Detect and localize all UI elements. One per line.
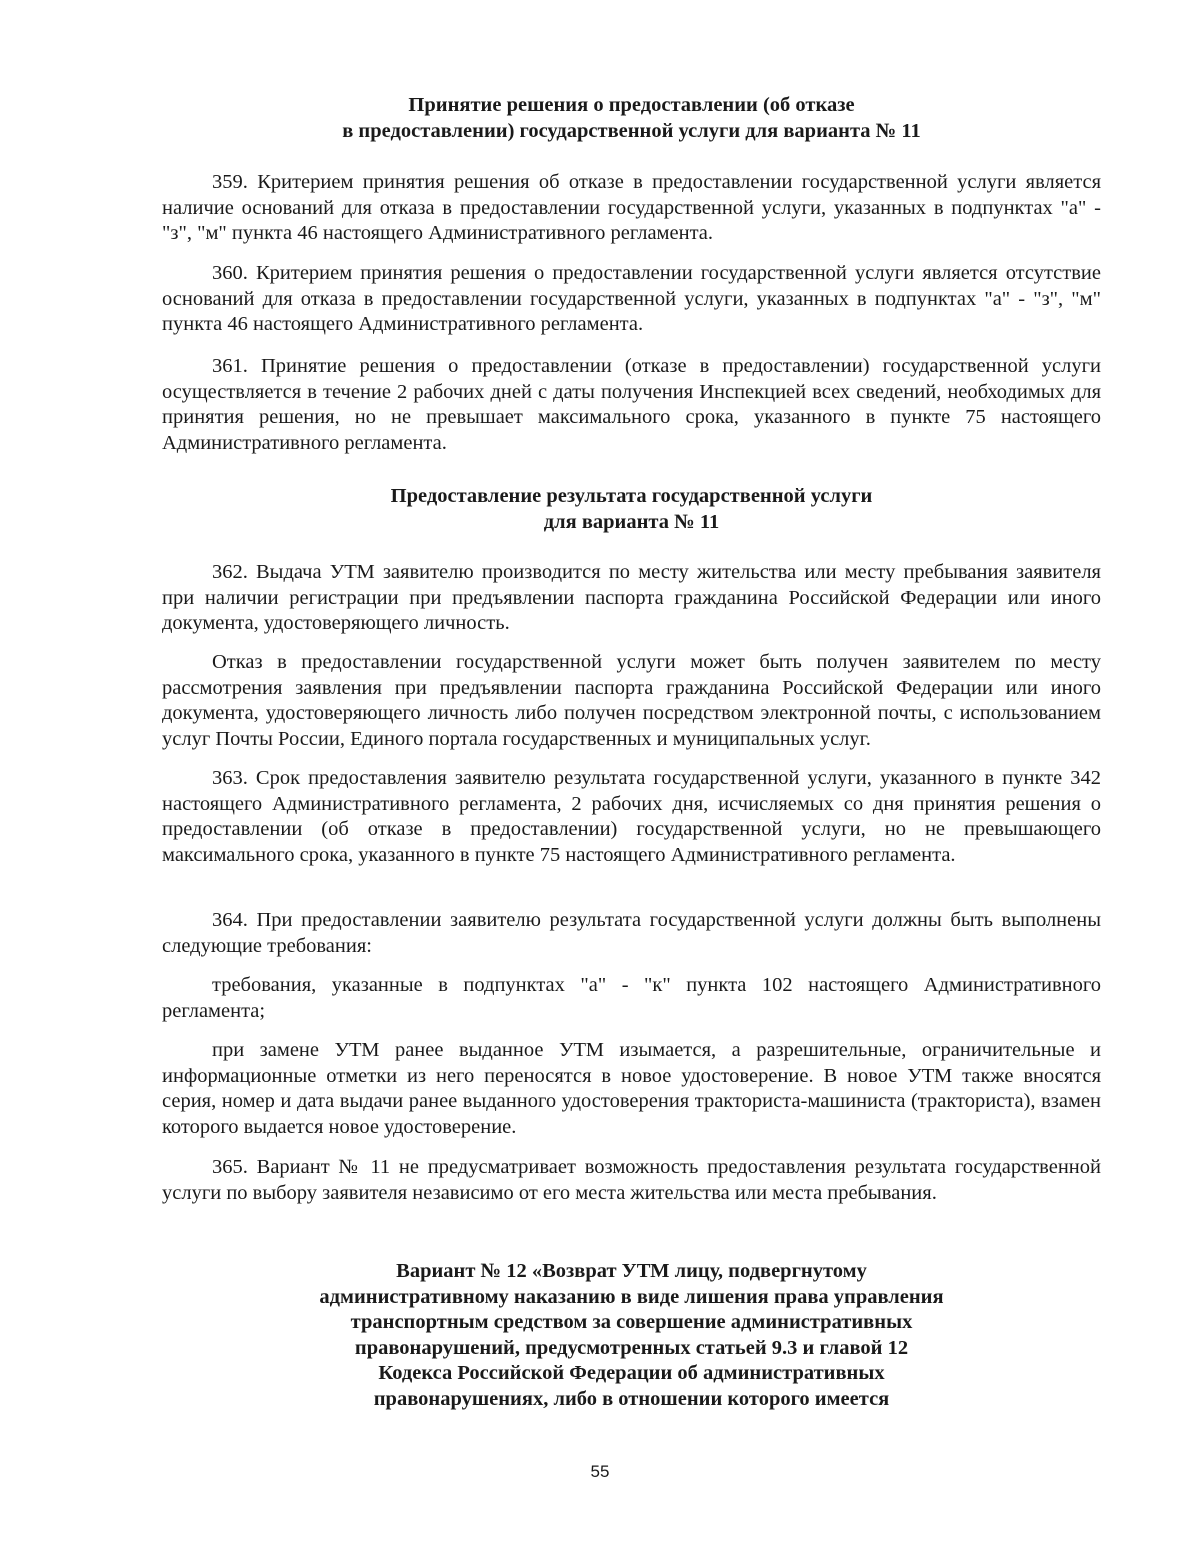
heading-line: в предоставлении) государственной услуги для варианта № 11 (342, 119, 921, 142)
paragraph-360: 360. Критерием принятия решения о предоставлении государственной услуги является отсутствие оснований для отказа в предоставлении государственной услуги, указанных в подпунктах "а" - "з", "м" пункта 46 настоящего Административного регламента. (162, 262, 1101, 335)
paragraph-refusal: Отказ в предоставлении государственной услуги может быть получен заявителем по месту рассмотрения заявления при предъявлении паспорта гражданина Российской Федерации или иного документа, удостоверяющего личность либо получен посредством электронной почты, с использованием услуг Почты России, Единого портала государственных и муниципальных услуг. (162, 651, 1101, 750)
paragraph-363: 363. Срок предоставления заявителю результата государственной услуги, указанного в пункте 342 настоящего Административного регламента, 2 рабочих дня, исчисляемых со дня принятия решения о предоставлении (об отказе в предоставлении) государственной услуги, но не превышающего максимального срока, указанного в пункте 75 настоящего Административного регламента. (162, 767, 1101, 866)
paragraph-364: 364. При предоставлении заявителю результата государственной услуги должны быть выполнены следующие требования: (162, 909, 1101, 957)
heading-line: для варианта № 11 (543, 510, 720, 533)
section-heading-result (162, 484, 1101, 535)
heading-line: правонарушениях, либо в отношении которого имеется (373, 1387, 890, 1410)
paragraph-359: 359. Критерием принятия решения об отказе в предоставлении государственной услуги является наличие оснований для отказа в предоставлении государственной услуги, указанных в подпунктах "а" - "з", "м" пункта 46 настоящего Административного регламента. (162, 171, 1101, 244)
paragraph-365: 365. Вариант № 11 не предусматривает возможность предоставления результата государственной услуги по выбору заявителя независимо от его места жительства или места пребывания. (162, 1156, 1101, 1204)
heading-line: транспортным средством за совершение административных (350, 1311, 913, 1333)
heading-line: Кодекса Российской Федерации об административных (378, 1362, 885, 1384)
paragraph-requirements: требования, указанные в подпунктах "а" - "к" пункта 102 настоящего Административного регламента; (162, 974, 1101, 1022)
page-number: 55 (590, 1462, 610, 1481)
paragraph-replacement: при замене УТМ ранее выданное УТМ изымается, а разрешительные, ограничительные и информационные отметки из него переносятся в новое удостоверение. В новое УТМ также вносятся серия, номер и дата выдачи ранее выданного удостоверения тракториста-машиниста (тракториста), взамен которого выдается новое удостоверение. (162, 1039, 1101, 1138)
heading-line: правонарушений, предусмотренных статьей 9.3 и главой 12 (354, 1336, 909, 1359)
heading-line: Принятие решения о предоставлении (об отказе (408, 94, 855, 116)
paragraph-361: 361. Принятие решения о предоставлении (отказе в предоставлении) государственной услуги осуществляется в течение 2 рабочих дней с даты получения Инспекцией всех сведений, необходимых для принятия решения, но не превышает максимального срока, указанного в пункте 75 настоящего Административного регламента. (162, 355, 1101, 454)
section-heading-variant-12 (162, 1259, 1101, 1412)
heading-line: Предоставление результата государственной услуги (390, 485, 873, 507)
section-heading-decision (162, 93, 1101, 144)
heading-line: Вариант № 12 «Возврат УТМ лицу, подвергнутому (396, 1260, 867, 1282)
heading-line: административному наказанию в виде лишения права управления (319, 1285, 944, 1308)
paragraph-362: 362. Выдача УТМ заявителю производится по месту жительства или месту пребывания заявителя при наличии регистрации при предъявлении паспорта гражданина Российской Федерации или иного документа, удостоверяющего личность. (162, 561, 1101, 634)
